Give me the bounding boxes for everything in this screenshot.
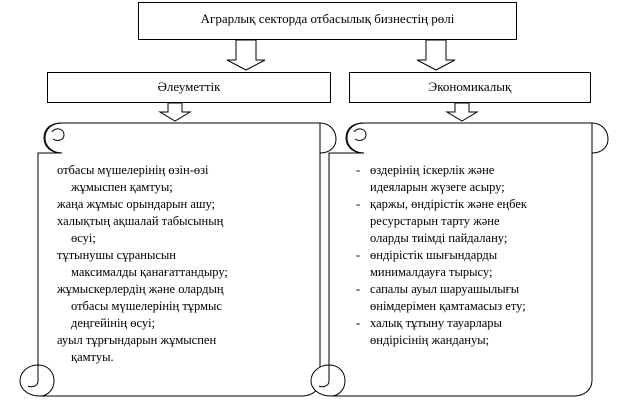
list-item-line: - халық тұтыну тауарлары <box>370 316 502 330</box>
arrow-social-down <box>160 103 190 121</box>
arrow-to-economic <box>417 40 455 70</box>
social-list-item <box>57 247 317 281</box>
list-item-line: - өздерінің іскерлік және <box>370 163 495 177</box>
list-item-line: идеяларын жүзеге асыру; <box>370 180 505 194</box>
list-item-line: - сапалы ауыл шаруашылығы <box>370 282 520 296</box>
social-list-item <box>57 213 317 247</box>
list-item-line: жұмыскерлердің және олардың <box>57 282 224 296</box>
list-item-line: жаңа жұмыс орындарын ашу; <box>57 197 216 211</box>
list-item-line: - өндірістік шығындарды <box>370 248 498 262</box>
diagram-title: Аграрлық секторда отбасылық бизнестің рөлі <box>200 11 455 26</box>
economic-list <box>356 162 588 349</box>
list-item-line: деңгейінің өсуі; <box>71 316 156 330</box>
list-item-line: өнімдерімен қамтамасыз ету; <box>370 299 526 313</box>
social-list-item <box>57 162 317 196</box>
list-item-line: оларды тиімді пайдалану; <box>370 231 508 245</box>
list-item-line: халықтың ақшалай табысының <box>57 214 224 228</box>
social-heading: Әлеуметтік <box>157 79 221 94</box>
list-item-line: максималды қанағаттандыру; <box>71 265 228 279</box>
list-item-line: өндірісінің жандануы; <box>370 333 490 347</box>
list-item-line: ауыл тұрғындарын жұмыспен <box>57 333 217 347</box>
arrow-economic-down <box>447 103 477 121</box>
economic-heading: Экономикалық <box>428 79 512 94</box>
social-list-item <box>57 281 317 332</box>
list-item-line: отбасы мүшелерінің тұрмыс <box>71 299 222 313</box>
economic-list-item <box>356 196 588 247</box>
social-list <box>57 162 317 366</box>
list-item-line: өсуі; <box>71 231 96 245</box>
economic-list-item <box>356 315 588 349</box>
list-item-line: ресурстарын тарту және <box>370 214 500 228</box>
list-item-line: минималдауға тырысу; <box>370 265 493 279</box>
list-item-line: қамтуы. <box>71 350 114 364</box>
economic-list-item <box>356 247 588 281</box>
economic-list-item <box>356 162 588 196</box>
arrow-to-social <box>227 40 265 70</box>
social-list-item <box>57 196 317 213</box>
list-item-line: отбасы мүшелерінің өзін-өзі <box>57 163 209 177</box>
social-list-item <box>57 332 317 366</box>
economic-list-item <box>356 281 588 315</box>
list-item-line: тұтынушы сұранысын <box>57 248 176 262</box>
list-item-line: жұмыспен қамтуы; <box>71 180 173 194</box>
list-item-line: - қаржы, өндірістік және еңбек <box>370 197 527 211</box>
